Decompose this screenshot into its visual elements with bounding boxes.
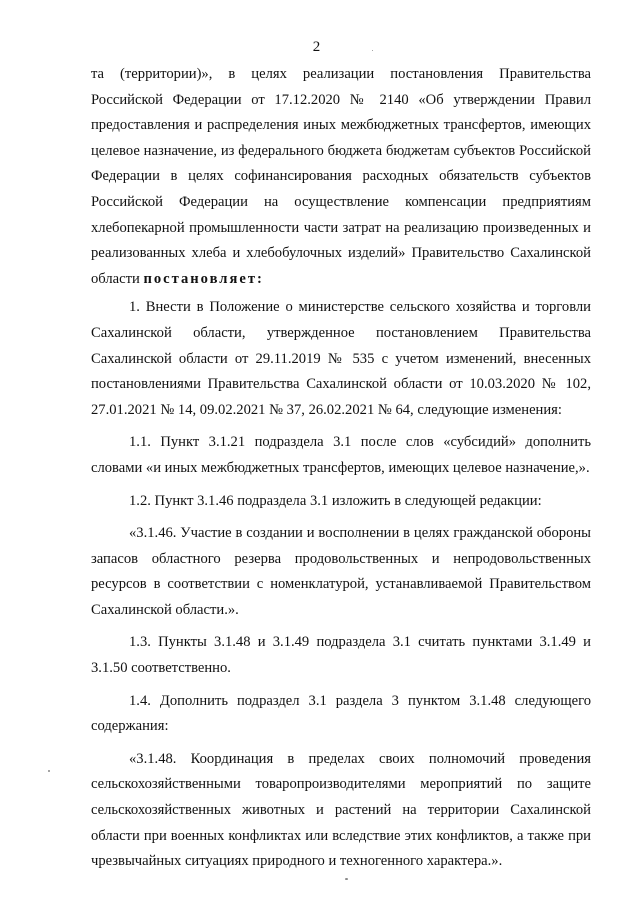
quoted-item-3-1-48: «3.1.48. Координация в пределах своих полномочий проведения сельскохозяйственными товаропроизводителями мероприятий по защите сельскохозяйственных животных и растений на территории Сахалинской области при военных конфликтах или вследствие этих конфликтов, а также при чрезвычайных ситуациях природного и техногенного характера.».: [91, 750, 591, 870]
quoted-item-3-1-46: «3.1.46. Участие в создании и восполнении в целях гражданской обороны запасов областного резерва продовольственных и непродовольственных ресурсов в соответствии с номенклатурой, устанавливаемой Правительством Сахалинской области.».: [91, 525, 591, 618]
scan-speck: [372, 50, 373, 51]
intro-text: та (территории)», в целях реализации постановления Правительства Российской Федерации от 17.12.2020 № 2140 «Об утверждении Правил предоставления и распределения иных межбюджетных трансфертов, имеющих целевое назначение, из федерального бюджета бюджетам субъектов Российской Федерации в целях софинансирования расходных обязательств субъектов Российской Федерации на осуществление компенсации предприятиям хлебопекарной промышленности части затрат на реализацию произведенных и реализованных хлеба и хлебобулочных изделий» Правительство Сахалинской области: [91, 66, 591, 287]
intro-paragraph: [91, 62, 591, 292]
paragraph-1-3: 1.3. Пункты 3.1.48 и 3.1.49 подраздела 3.1 считать пунктами 3.1.49 и 3.1.50 соответственно.: [91, 634, 591, 677]
paragraph-1: 1. Внести в Положение о министерстве сельского хозяйства и торговли Сахалинской области, утвержденное постановлением Правительства Сахалинской области от 29.11.2019 № 535 с учетом изменений, внесенных постановлениями Правительства Сахалинской области от 10.03.2020 № 102, 27.01.2021 № 14, 09.02.2021 № 37, 26.02.2021 № 64, следующие изменения:: [91, 299, 591, 418]
page-number: 2: [312, 39, 321, 55]
decree-word: постановляет:: [143, 270, 264, 287]
paragraph-1-4: 1.4. Дополнить подраздел 3.1 раздела 3 пунктом 3.1.48 следующего содержания:: [91, 692, 591, 735]
document-body: [91, 62, 591, 875]
paragraph-1-1: 1.1. Пункт 3.1.21 подраздела 3.1 после слов «субсидий» дополнить словами «и иных межбюджетных трансфертов, имеющих целевое назначение,».: [91, 434, 591, 476]
scan-speck: [48, 770, 50, 772]
paragraph-1-2: 1.2. Пункт 3.1.46 подраздела 3.1 изложить в следующей редакции:: [129, 492, 542, 509]
scan-speck: [345, 878, 348, 880]
